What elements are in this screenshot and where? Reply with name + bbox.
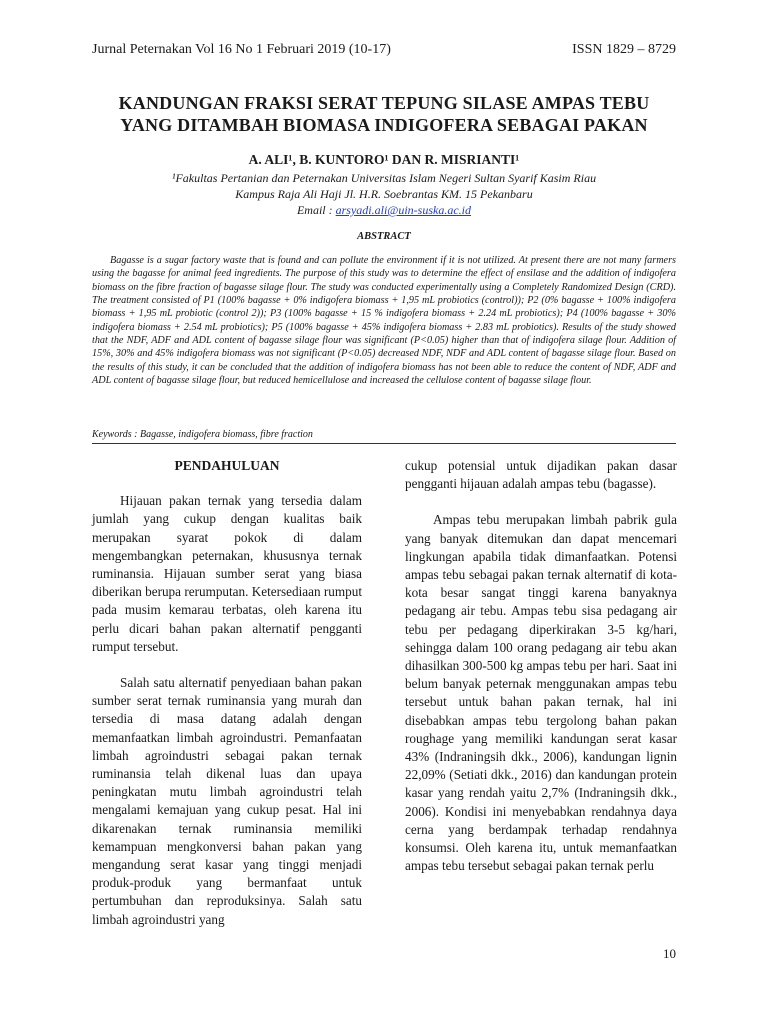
keywords: Keywords : Bagasse, indigofera biomass, fibre fraction: [92, 429, 313, 440]
paper-title: [60, 92, 708, 136]
journal-citation: Jurnal Peternakan Vol 16 No 1 Februari 2019 (10-17): [92, 42, 391, 57]
title-line-1: KANDUNGAN FRAKSI SERAT TEPUNG SILASE AMPAS TEBU: [118, 93, 650, 113]
abstract-text: Bagasse is a sugar factory waste that is found and can pollute the environment if it is not utilized. At present there are not many farmers using the bagasse for animal feed ingredients. The purpose of this study was to determine the effect of ensilase and the addition of indigofera biomass on the fibre fraction of bagasse silage flour. The study was conducted experimentally using a Completely Randomized Design (CRD). The treatment consisted of P1 (100% bagasse + 0% indigofera biomass + 1,95 mL probiotics (control)); P2 (0% bagasse + 100% indigofera biomass + 1,95 mL probiotic (control 2)); P3 (100% bagasse + 15 % indigofera biomass + 2.24 mL probiotics); P4 (100% bagasse + 30% indigofera biomass + 2.54 mL probiotics); P5 (100% bagasse + 45% indigofera biomass + 2.83 mL probiotics). Results of the study showed that the NDF, ADF and ADL content of bagasse silage flour was significant (P<0.05) higher than that of indigofera silage flour. Addition of 15%, 30% and 45% indigofera biomass was not significant (P<0.05) decreased NDF, NDF and ADL content of bagasse silage flour. Based on the results of this study, it can be concluded that the addition of indigofera biomass has not been able to reduce the content of NDF, ADF and ADL content of bagasse silage flour, but reduced hemicellulose and increased the cellulose content of bagasse silage flour.: [92, 255, 676, 387]
section-heading: PENDAHULUAN: [174, 458, 280, 473]
affiliation-line-2: Kampus Raja Ali Haji Jl. H.R. Soebrantas KM. 15 Pekanbaru: [235, 187, 533, 201]
title-line-2: YANG DITAMBAH BIOMASA INDIGOFERA SEBAGAI PAKAN: [120, 115, 648, 135]
issn: ISSN 1829 – 8729: [572, 42, 676, 57]
email-line: [0, 202, 768, 218]
paragraph: Salah satu alternatif penyediaan bahan pakan sumber serat ternak ruminansia yang murah dan tersedia di masa datang adalah dengan memanfaatkan limbah agroindustri. Pemanfaatan limbah agroindustri sebagai pakan ternak ruminansia telah dikenal luas dan upaya peningkatan mutu limbah agroindustri telah mengalami kemajuan yang cukup pesat. Hal ini dikarenakan ternak ruminansia memiliki kemampuan mengkonversi bahan pakan yang mengandung serat kasar yang tinggi menjadi produk-produk yang bermanfaat untuk pertumbuhan dan reproduksinya. Salah satu limbah agroindustri yang: [92, 675, 362, 927]
affiliation: [0, 170, 768, 218]
running-header: [92, 42, 676, 58]
body-column-left: [92, 457, 362, 929]
affiliation-line-1: ¹Fakultas Pertanian dan Peternakan Universitas Islam Negeri Sultan Syarif Kasim Riau: [171, 171, 597, 185]
paragraph: Ampas tebu merupakan limbah pabrik gula yang banyak ditemukan dan dapat mencemari lingkungan apabila tidak dimanfaatkan. Potensi ampas tebu sebagai pakan ternak alternatif di kota-kota besar sangat tinggi karena banyaknya pedagang air tebu. Ampas tebu sisa pedagang air tebu per pedagang diperkirakan 3-5 kg/hari, sehingga dalam 100 orang pedagang air tebu akan dihasilkan 300-500 kg ampas tebu per hari. Saat ini belum banyak peternak menggunakan ampas tebu tersebut untuk bahan pakan ternak, hal ini disebabkan ampas tebu tergolong bahan pakan roughage yang memiliki kandungan serat kasar 43% (Indraningsih dkk., 2006), kandungan lignin 22,09% (Setiati dkk., 2016) dan kandungan protein kasar yang rendah yaitu 2,7% (Indraningsih dkk., 2006). Kondisi ini menyebabkan rendahnya daya cerna yang berdampak terhadap rendahnya konsumsi. Oleh karena itu, untuk memanfaatkan ampas tebu tersebut sebagai pakan ternak perlu: [405, 512, 677, 874]
email-label: Email :: [296, 203, 336, 217]
author-list: A. ALI¹, B. KUNTORO¹ DAN R. MISRIANTI¹: [248, 152, 520, 167]
abstract-heading: ABSTRACT: [357, 231, 411, 242]
paragraph: Hijauan pakan ternak yang tersedia dalam jumlah yang cukup dengan kualitas baik merupakan syarat pokok di dalam mengembangkan peternakan, khususnya ternak ruminansia. Hijauan sumber serat yang biasa diberikan berupa rerumputan. Ketersediaan rumput pada musim kemarau terbatas, oleh karena itu perlu dicari bahan pakan alternatif pengganti rumput tersebut.: [92, 493, 362, 654]
page-number: 10: [663, 946, 676, 961]
section-divider: [92, 443, 676, 444]
body-column-right: [405, 457, 677, 875]
paragraph: cukup potensial untuk dijadikan pakan dasar pengganti hijauan adalah ampas tebu (bagasse).: [405, 458, 677, 492]
email-link[interactable]: arsyadi.ali@uin-suska.ac.id: [335, 203, 472, 217]
